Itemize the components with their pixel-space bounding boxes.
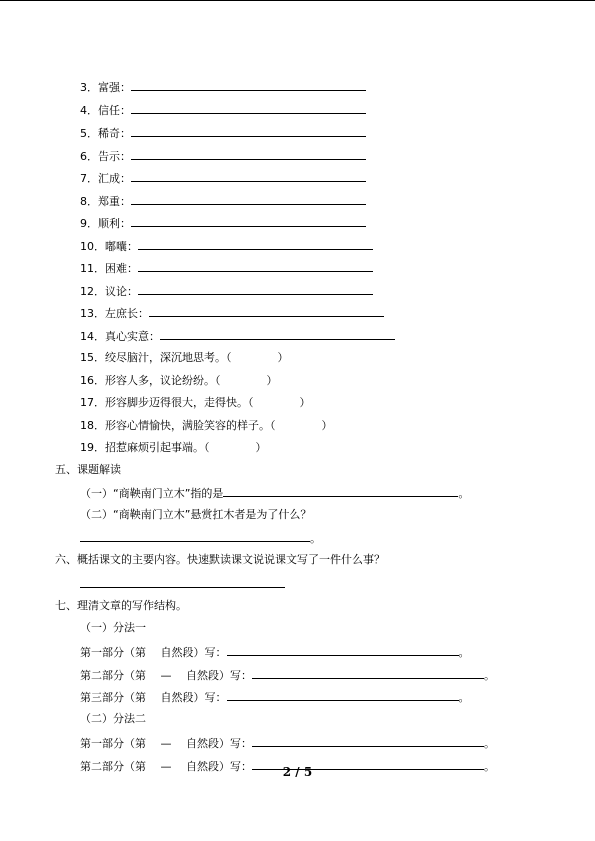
method-1-part-1: 第一部分（第 自然段）写： 。 — [80, 646, 470, 659]
method-1-title: （一）分法一 — [80, 621, 146, 634]
vocab-item-5: 5．稀奇： — [80, 125, 366, 141]
page-number: 2 / 5 — [282, 765, 313, 779]
answer-blank[interactable] — [227, 644, 459, 656]
vocab-item-10: 10．嘟囔： — [80, 238, 373, 254]
idiom-item-18: 18．形容心情愉快，满脸笑容的样子。（ ） — [80, 419, 333, 432]
answer-blank[interactable] — [149, 305, 384, 317]
top-border-line — [0, 0, 595, 1]
section-6-answer-line — [80, 576, 285, 592]
idiom-item-19: 19．招惹麻烦引起事端。（ ） — [80, 441, 267, 454]
vocab-item-8: 8．郑重： — [80, 193, 366, 209]
answer-blank[interactable] — [131, 170, 366, 182]
answer-blank[interactable] — [131, 79, 366, 91]
answer-blank[interactable] — [252, 735, 484, 747]
vocab-item-12: 12．议论： — [80, 283, 373, 299]
vocab-item-3: 3．富强： — [80, 79, 366, 95]
idiom-item-15: 15．绞尽脑汁，深沉地思考。（ ） — [80, 351, 289, 364]
answer-space[interactable] — [221, 373, 267, 384]
answer-blank[interactable] — [80, 576, 285, 588]
answer-space[interactable] — [254, 395, 300, 406]
answer-blank[interactable] — [138, 238, 373, 250]
answer-blank[interactable] — [138, 260, 373, 272]
vocab-item-6: 6．告示： — [80, 148, 366, 164]
section-7-title: 七、理清文章的写作结构。 — [55, 599, 187, 612]
vocab-item-14: 14．真心实意： — [80, 328, 395, 344]
section-5-title: 五、课题解读 — [55, 463, 121, 476]
answer-blank[interactable] — [138, 283, 373, 295]
answer-space[interactable] — [276, 418, 322, 429]
answer-blank[interactable] — [223, 485, 458, 497]
method-2-part-2: 第二部分（第 — 自然段）写： 。 — [80, 760, 495, 773]
vocab-item-11: 11．困难： — [80, 260, 373, 276]
answer-space[interactable] — [210, 440, 256, 451]
answer-blank[interactable] — [131, 193, 366, 205]
answer-blank[interactable] — [131, 102, 366, 114]
section-5-question-2: （二）“商鞅南门立木”悬赏扛木者是为了什么？ — [80, 508, 312, 521]
answer-blank[interactable] — [80, 530, 310, 542]
method-1-part-3: 第三部分（第 自然段）写： 。 — [80, 691, 470, 704]
answer-blank[interactable] — [252, 667, 484, 679]
method-1-part-2: 第二部分（第 — 自然段）写： 。 — [80, 669, 495, 682]
answer-blank[interactable] — [131, 125, 366, 137]
vocab-item-7: 7．汇成： — [80, 170, 366, 186]
answer-blank[interactable] — [160, 328, 395, 340]
method-2-title: （二）分法二 — [80, 712, 146, 725]
answer-space[interactable] — [232, 350, 278, 361]
idiom-item-17: 17．形容脚步迈得很大，走得快。（ ） — [80, 396, 311, 409]
section-5-question-1: （一）“商鞅南门立木”指的是 。 — [80, 487, 470, 500]
idiom-item-16: 16．形容人多，议论纷纷。（ ） — [80, 374, 278, 387]
section-6-title: 六、概括课文的主要内容。快速默读课文说说课文写了一件什么事？ — [55, 553, 385, 566]
vocab-item-4: 4．信任： — [80, 102, 366, 118]
answer-blank[interactable] — [227, 689, 459, 701]
vocab-item-13: 13．左庶长： — [80, 305, 384, 321]
method-2-part-1: 第一部分（第 — 自然段）写： 。 — [80, 737, 495, 750]
section-5-answer-line: 。 — [80, 530, 321, 546]
answer-blank[interactable] — [131, 148, 366, 160]
vocab-item-9: 9．顺利： — [80, 215, 366, 231]
answer-blank[interactable] — [131, 215, 366, 227]
